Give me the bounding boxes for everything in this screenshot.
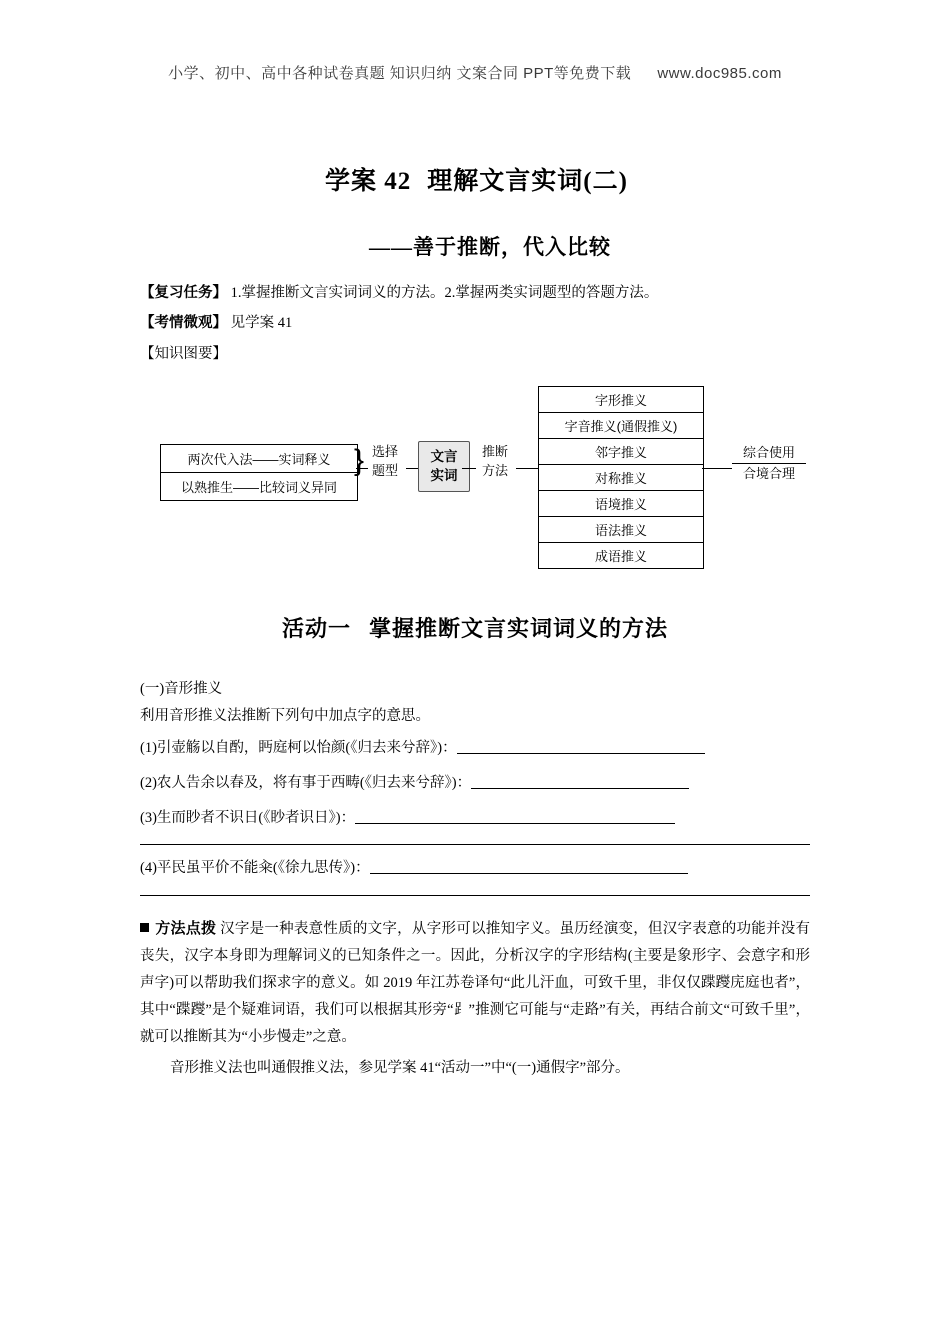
diagram-select-line2: 题型 [371,462,398,478]
diagram-method-line2: 方法 [481,462,508,478]
diagram-left-item-0: 两次代入法——实词释义 [161,445,357,473]
question-text-2: (2)农人告余以春及，将有事于西畴(《归去来兮辞》)： [140,774,472,791]
diagram-left-item-1: 以熟推生——比较词义异同 [180,479,337,495]
method-tip-block [140,916,810,1051]
answer-blank-3[interactable] [355,810,675,824]
diagram-right-line1: 综合使用 [732,443,806,465]
question-text-4: (4)平民虽平价不能籴(《徐九思传》)： [140,860,370,877]
diagram-method-item-5: 语法推义 [539,517,703,543]
diagram-center-node [418,441,470,492]
diagram-method-item-2: 邻字推义 [539,439,703,465]
bullet-square-icon [140,923,149,932]
question-text-3: (3)生而眇者不识日(《眇者识日》)： [140,810,356,827]
diagram-connector-4 [516,468,538,469]
exam-insight-text: 见学案 41 [230,315,293,332]
question-item-3 [140,807,810,830]
diagram-right-box [732,443,806,484]
answer-blank-1[interactable] [457,740,705,754]
watermark-text: 小学、初中、高中各种试卷真题 知识归纳 文案合同 PPT等免费下载 [168,65,632,82]
activity-title: 掌握推断文言实词词义的方法 [369,615,669,641]
review-task-line [140,279,810,307]
review-task-text: 1.掌握推断文言实词词义的方法。2.掌握两类实词题型的答题方法。 [230,285,659,301]
exam-insight-label: 【考情微观】 [140,315,227,332]
diagram-select-line1: 选择 [371,443,398,459]
method-tip-paragraph-2: 音形推义法也叫通假推义法，参见学案 41“活动一”中“(一)通假字”部分。 [170,1059,630,1076]
answer-blank-4[interactable] [370,860,688,874]
activity-label: 活动一 [281,615,351,641]
diagram-method-item-0: 字形推义 [539,387,703,413]
diagram-connector-2 [406,468,418,469]
diagram-center-line1: 文言 [430,448,458,464]
diagram-method-item-3: 对称推义 [539,465,703,491]
method-tip-paragraph-1: 汉字是一种表意性质的文字，从字形可以推知字义。虽历经演变，但汉字表意的功能并没有丧失，汉字本身即为理解词义的已知条件之一。因此，分析汉字的字形结构(主要是象形字、会意字和形声字)可以帮助我们探求字的意义。如 2019 年江苏卷译句“此儿汗血，可致千里，非仅仅蹀躞庑庭也者”，其中“蹀躞”是个疑难词语，我们可以根据其形旁“⻊”推测它可能与“走路”有关，再结合前文“可致千里”，就可以推断其为“小步慢走”之意。 [140,920,810,1045]
watermark-banner [140,0,810,83]
method-tip-title: 方法点拨 [155,920,217,937]
diagram-brace-left: } [354,443,365,477]
knowledge-diagram [140,386,810,576]
lesson-number: 学案 42 [325,168,412,195]
diagram-method-line1: 推断 [481,443,508,459]
diagram-method-item-6: 成语推义 [594,548,647,564]
answer-blank-2[interactable] [471,775,689,789]
lesson-title: 理解文言实词(二) [427,168,628,195]
question-item-4 [140,857,810,880]
question-item-2 [140,772,810,795]
review-task-label: 【复习任务】 [140,285,227,301]
diagram-connector-5 [702,468,732,469]
page-title [140,161,810,197]
section-heading: (一)音形推义 [140,680,223,697]
question-text-1: (1)引壶觞以自酌，眄庭柯以怡颜(《归去来兮辞》)： [140,739,457,756]
diagram-method-item-4: 语境推义 [539,491,703,517]
exam-insight-line [140,309,810,337]
diagram-method-item-1: 字音推义(通假推义) [539,413,703,439]
watermark-url: www.doc985.com [657,65,782,82]
diagram-right-line2: 合境合理 [742,466,795,482]
diagram-left-box [160,444,358,501]
answer-blank-4-line2[interactable] [140,894,810,896]
diagram-methods-list [538,386,704,569]
page-subtitle: ——善于推断，代入比较 [369,235,611,259]
knowledge-map-label: 【知识图要】 [140,345,227,362]
diagram-method-label [478,443,512,481]
section-instruction: 利用音形推义法推断下列句中加点字的意思。 [140,707,430,724]
diagram-connector-3 [462,468,476,469]
diagram-select-label [368,443,402,481]
diagram-center-line2: 实词 [430,468,458,484]
question-item-1 [140,737,810,760]
activity-heading [140,612,810,643]
answer-blank-3-line2[interactable] [140,843,810,845]
